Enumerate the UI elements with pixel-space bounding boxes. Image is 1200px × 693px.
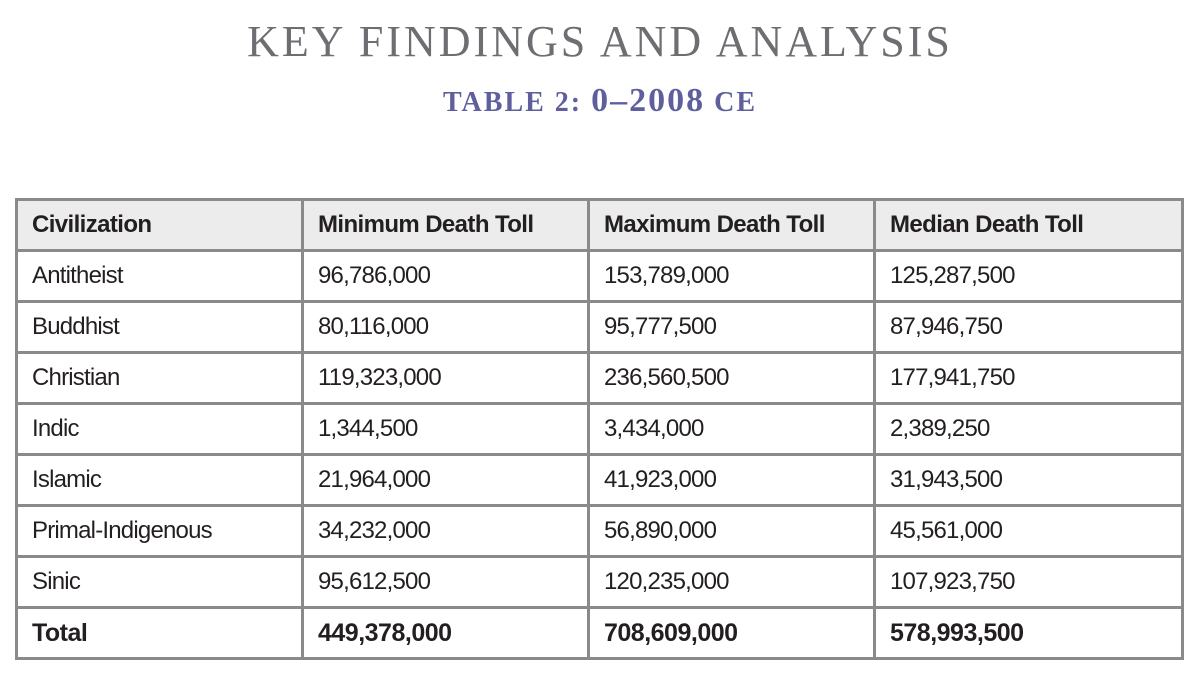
cell-civilization: Sinic — [17, 557, 303, 608]
total-label: Total — [17, 608, 303, 659]
table-row — [17, 302, 1183, 353]
table-row — [17, 455, 1183, 506]
cell-civilization: Christian — [17, 353, 303, 404]
total-maximum: 708,609,000 — [589, 608, 875, 659]
subtitle-suffix: CE — [705, 87, 758, 118]
column-header-civilization: Civilization — [17, 200, 303, 251]
table-row — [17, 404, 1183, 455]
table-row — [17, 353, 1183, 404]
table-row — [17, 557, 1183, 608]
cell-civilization: Buddhist — [17, 302, 303, 353]
cell-median: 87,946,750 — [875, 302, 1183, 353]
cell-minimum: 96,786,000 — [303, 251, 589, 302]
cell-minimum: 34,232,000 — [303, 506, 589, 557]
cell-maximum: 120,235,000 — [589, 557, 875, 608]
cell-maximum: 3,434,000 — [589, 404, 875, 455]
cell-maximum: 236,560,500 — [589, 353, 875, 404]
cell-civilization: Antitheist — [17, 251, 303, 302]
cell-civilization: Indic — [17, 404, 303, 455]
cell-civilization: Primal-Indigenous — [17, 506, 303, 557]
cell-median: 45,561,000 — [875, 506, 1183, 557]
cell-minimum: 1,344,500 — [303, 404, 589, 455]
cell-maximum: 41,923,000 — [589, 455, 875, 506]
cell-maximum: 56,890,000 — [589, 506, 875, 557]
cell-maximum: 153,789,000 — [589, 251, 875, 302]
cell-median: 125,287,500 — [875, 251, 1183, 302]
subtitle-prefix: TABLE 2: — [442, 87, 592, 118]
total-median: 578,993,500 — [875, 608, 1183, 659]
cell-median: 107,923,750 — [875, 557, 1183, 608]
cell-maximum: 95,777,500 — [589, 302, 875, 353]
cell-civilization: Islamic — [17, 455, 303, 506]
cell-minimum: 21,964,000 — [303, 455, 589, 506]
cell-minimum: 80,116,000 — [303, 302, 589, 353]
cell-minimum: 119,323,000 — [303, 353, 589, 404]
total-minimum: 449,378,000 — [303, 608, 589, 659]
column-header-median: Median Death Toll — [875, 200, 1183, 251]
total-row — [17, 608, 1183, 659]
subtitle-range: 0–2008 — [591, 82, 706, 119]
column-header-maximum: Maximum Death Toll — [589, 200, 875, 251]
cell-minimum: 95,612,500 — [303, 557, 589, 608]
table-row — [17, 251, 1183, 302]
page-title: KEY FINDINGS AND ANALYSIS — [247, 17, 953, 66]
table-subtitle — [0, 82, 1200, 120]
death-toll-table — [15, 198, 1184, 660]
column-header-minimum: Minimum Death Toll — [303, 200, 589, 251]
table-header-row — [17, 200, 1183, 251]
cell-median: 31,943,500 — [875, 455, 1183, 506]
cell-median: 2,389,250 — [875, 404, 1183, 455]
cell-median: 177,941,750 — [875, 353, 1183, 404]
table-row — [17, 506, 1183, 557]
